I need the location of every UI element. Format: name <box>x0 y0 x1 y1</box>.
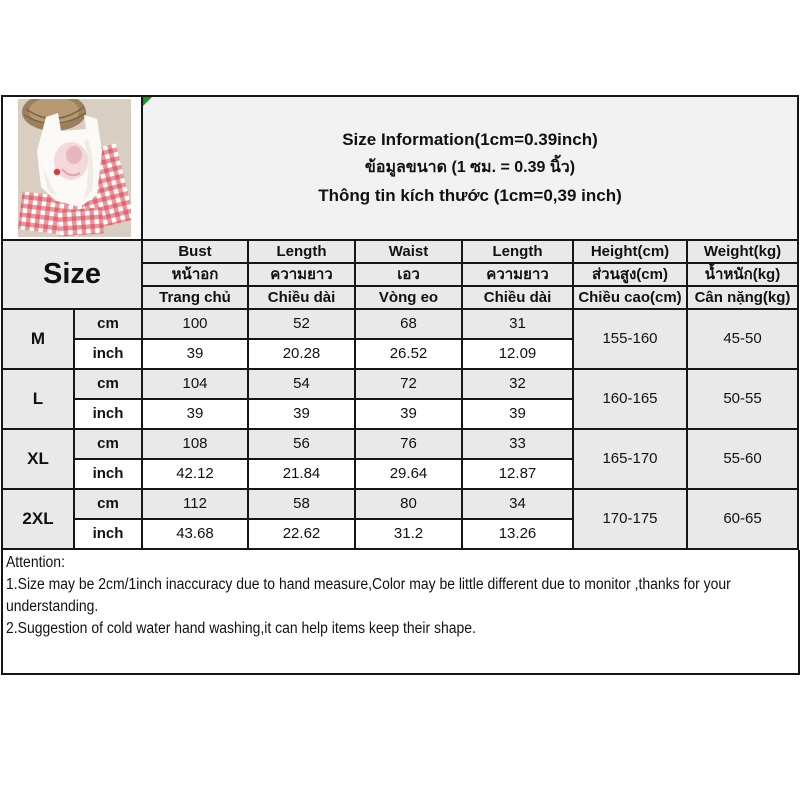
value-cell: 34 <box>462 489 573 519</box>
product-photo-illustration <box>18 99 131 237</box>
table-row-2xl-cm <box>2 489 798 519</box>
value-cell: 29.64 <box>355 459 462 489</box>
col-header-length2-th: ความยาว <box>462 263 573 286</box>
unit-cell: cm <box>74 309 142 339</box>
green-corner-flag-icon <box>143 97 153 107</box>
table-row-l-cm <box>2 369 798 399</box>
value-cell: 22.62 <box>248 519 355 549</box>
col-header-height-en: Height(cm) <box>573 240 687 263</box>
value-cell: 76 <box>355 429 462 459</box>
col-header-weight-th: น้ำหนัก(kg) <box>687 263 798 286</box>
height-cell: 165-170 <box>573 429 687 489</box>
col-header-waist-th: เอว <box>355 263 462 286</box>
value-cell: 68 <box>355 309 462 339</box>
size-label-2xl: 2XL <box>2 489 74 549</box>
value-cell: 39 <box>462 399 573 429</box>
title-cell <box>142 96 798 240</box>
weight-cell: 45-50 <box>687 309 798 369</box>
col-header-bust-th: หน้าอก <box>142 263 248 286</box>
product-photo-cell <box>2 96 142 240</box>
value-cell: 21.84 <box>248 459 355 489</box>
unit-cell: inch <box>74 519 142 549</box>
unit-cell: inch <box>74 339 142 369</box>
col-header-length1-en: Length <box>248 240 355 263</box>
value-cell: 39 <box>142 399 248 429</box>
col-header-bust-vi: Trang chủ <box>142 286 248 309</box>
value-cell: 33 <box>462 429 573 459</box>
attention-box <box>1 550 800 675</box>
title-row <box>2 96 798 240</box>
attention-heading: Attention: <box>6 554 65 571</box>
value-cell: 43.68 <box>142 519 248 549</box>
col-header-weight-en: Weight(kg) <box>687 240 798 263</box>
weight-cell: 50-55 <box>687 369 798 429</box>
unit-cell: cm <box>74 429 142 459</box>
value-cell: 56 <box>248 429 355 459</box>
col-header-bust-en: Bust <box>142 240 248 263</box>
value-cell: 39 <box>248 399 355 429</box>
height-cell: 160-165 <box>573 369 687 429</box>
bow-accent-shape <box>54 169 60 175</box>
value-cell: 32 <box>462 369 573 399</box>
unit-cell: cm <box>74 489 142 519</box>
col-header-length1-vi: Chiều dài <box>248 286 355 309</box>
weight-cell: 60-65 <box>687 489 798 549</box>
unit-cell: inch <box>74 459 142 489</box>
col-header-weight-vi: Cân nặng(kg) <box>687 286 798 309</box>
value-cell: 42.12 <box>142 459 248 489</box>
value-cell: 112 <box>142 489 248 519</box>
product-photo <box>18 99 129 237</box>
size-header-cell: Size <box>2 240 142 309</box>
table-row-m-cm <box>2 309 798 339</box>
value-cell: 39 <box>355 399 462 429</box>
col-header-length2-vi: Chiều dài <box>462 286 573 309</box>
col-header-height-th: ส่วนสูง(cm) <box>573 263 687 286</box>
table-row-xl-cm <box>2 429 798 459</box>
size-label-xl: XL <box>2 429 74 489</box>
value-cell: 58 <box>248 489 355 519</box>
value-cell: 31.2 <box>355 519 462 549</box>
size-label-l: L <box>2 369 74 429</box>
size-chart-sheet <box>1 95 798 675</box>
attention-line-2: 2.Suggestion of cold water hand washing,it can help items keep their shape. <box>6 620 476 637</box>
height-cell: 155-160 <box>573 309 687 369</box>
value-cell: 20.28 <box>248 339 355 369</box>
height-cell: 170-175 <box>573 489 687 549</box>
title-line-th: ข้อมูลขนาด (1 ซม. = 0.39 นิ้ว) <box>364 159 576 176</box>
value-cell: 31 <box>462 309 573 339</box>
value-cell: 100 <box>142 309 248 339</box>
col-header-waist-en: Waist <box>355 240 462 263</box>
title-line-vi: Thông tin kích thước (1cm=0,39 inch) <box>318 186 622 205</box>
value-cell: 80 <box>355 489 462 519</box>
unit-cell: cm <box>74 369 142 399</box>
size-label-m: M <box>2 309 74 369</box>
value-cell: 12.09 <box>462 339 573 369</box>
title-line-en: Size Information(1cm=0.39inch) <box>342 130 598 149</box>
attention-line-1: 1.Size may be 2cm/1inch inaccuracy due to hand measure,Color may be little different due to monitor ,thanks for your understanding. <box>6 576 731 615</box>
value-cell: 13.26 <box>462 519 573 549</box>
value-cell: 39 <box>142 339 248 369</box>
size-table <box>1 95 799 550</box>
value-cell: 108 <box>142 429 248 459</box>
value-cell: 12.87 <box>462 459 573 489</box>
value-cell: 72 <box>355 369 462 399</box>
unit-cell: inch <box>74 399 142 429</box>
value-cell: 52 <box>248 309 355 339</box>
header-row-en <box>2 240 798 263</box>
weight-cell: 55-60 <box>687 429 798 489</box>
col-header-length2-en: Length <box>462 240 573 263</box>
value-cell: 54 <box>248 369 355 399</box>
col-header-waist-vi: Vòng eo <box>355 286 462 309</box>
col-header-length1-th: ความยาว <box>248 263 355 286</box>
col-header-height-vi: Chiều cao(cm) <box>573 286 687 309</box>
value-cell: 26.52 <box>355 339 462 369</box>
value-cell: 104 <box>142 369 248 399</box>
